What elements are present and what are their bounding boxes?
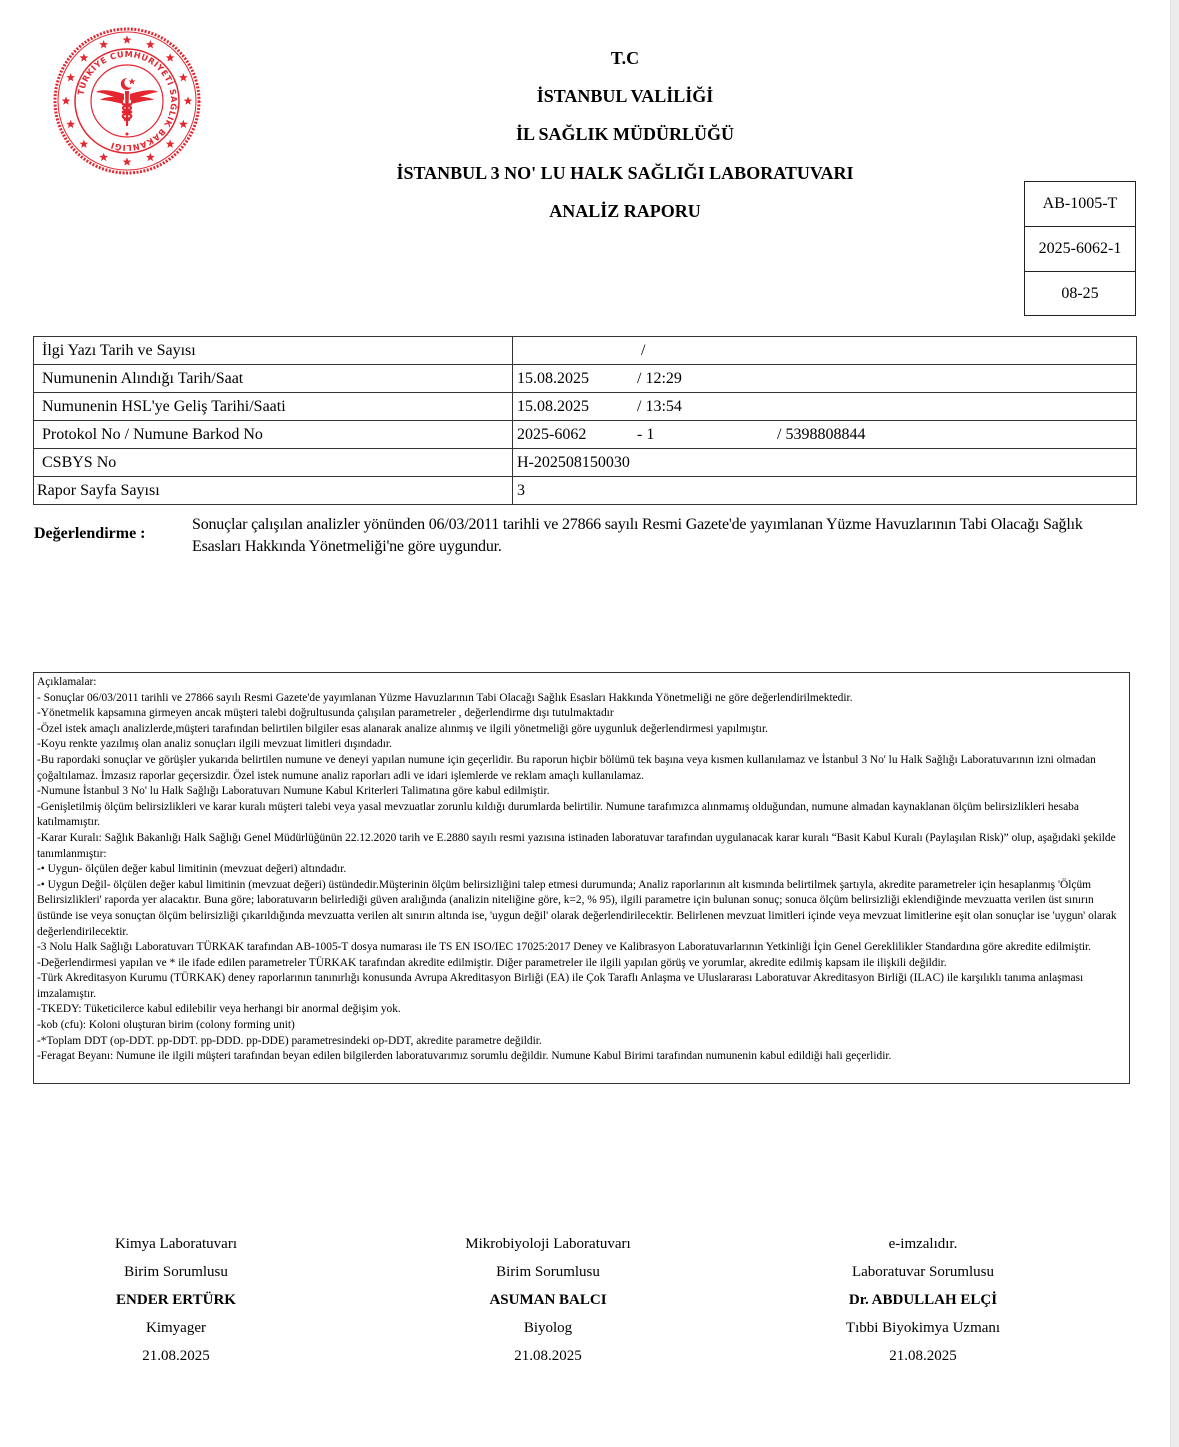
accreditation-code: AB-1005-T — [1025, 182, 1135, 227]
seal-star-icon — [123, 157, 132, 165]
evaluation-label: Değerlendirme : — [34, 525, 146, 542]
seal-star-icon — [179, 73, 188, 81]
row-label: Numunenin Alındığı Tarih/Saat — [34, 365, 513, 393]
header-governorship: İSTANBUL VALİLİĞİ — [536, 86, 714, 106]
evaluation-text: Sonuçlar çalışılan analizler yönünden 06/03/2011 tarihli ve 27866 sayılı Resmi Gazete'de yayımlanan Yüzme Havuzlarının Tabi Olacağı Sağlık Esasları Hakkında Yönetmeliği'ne göre uygundur. — [192, 516, 1083, 555]
row-label: İlgi Yazı Tarih ve Sayısı — [34, 337, 513, 365]
seal-star-icon — [62, 96, 71, 104]
header-health-directorate: İL SAĞLIK MÜDÜRLÜĞÜ — [515, 124, 735, 144]
signature-block-chemistry — [26, 1234, 326, 1374]
row-label: Numunenin HSL'ye Geliş Tarihi/Saati — [34, 393, 513, 421]
explanations-box — [33, 672, 1130, 1084]
report-number: 2025-6062-1 — [1025, 227, 1135, 272]
seal-star-icon — [99, 153, 108, 161]
table-row — [34, 449, 1137, 477]
seal-star-icon — [66, 73, 75, 81]
sample-barcode: / 5398808844 — [777, 425, 866, 443]
signature-title: Tıbbi Biyokimya Uzmanı — [845, 1320, 1001, 1336]
row-value — [513, 365, 1137, 393]
signature-date: 21.08.2025 — [889, 1348, 957, 1364]
note-item: -TKEDY: Tüketicilerce kabul edilebilir veya herhangi bir anormal değişim yok. — [37, 1003, 401, 1016]
signature-name: ENDER ERTÜRK — [116, 1292, 236, 1308]
seal-star-icon — [179, 120, 188, 128]
signature-title: Biyolog — [523, 1320, 573, 1336]
note-item: -Türk Akreditasyon Kurumu (TÜRKAK) deney raporlarının tanınırlığı konusunda Avrupa Akreditasyon Birliği (EA) ile Çok Taraflı Anlaşma ve Uluslararası Laboratuvar Akreditasyon Birliği (ILAC) ile karşılıklı tanıma anlaşması imzalamıştır. — [37, 972, 1084, 1000]
note-item: -• Uygun Değil- ölçülen değer kabul limitinin (mevzuat değeri) üstündedir.Müşterinin ölçüm belirsizliğini talep etmesi durumunda; Analiz raporlarının alt kısmında belirtilmek şartıyla, akredite parametreler için hesaplanmış 'Ölçüm Belirsizlikleri' raporda yer alacaktır. Buna göre; laboratuvarın belirlediği güven aralığında (analizin niteliğine göre, k=2, % 95), ilgili parametre için bulunan sonuç; sonuca ölçüm belirsizliği eklendiğinde mevzuatta verilen üst sınırın üstünde ise veya sonuçtan ölçüm belirsizliği çıkarıldığında mevzuatta verilen alt sınırın altında ise, 'uygun değil' olarak değerlendirilecektir. Belirlenen mevzuat limitleri içinde veya mevzuat limitlerine eşit olan sonuçlar ise 'uygun' olarak değerlendirilecektir. — [37, 878, 1117, 938]
table-row — [34, 421, 1137, 449]
reference-slash: / — [641, 342, 646, 359]
note-item: -*Toplam DDT (op-DDT. pp-DDT. pp-DDD. pp-DDE) parametresindeki op-DDT, akredite parametre değildir. — [37, 1034, 542, 1047]
arrival-time: / 13:54 — [637, 397, 682, 415]
row-value — [513, 337, 1137, 365]
explanations-heading: Açıklamalar: — [37, 676, 97, 688]
seal-star-icon — [146, 153, 155, 161]
signature-department: Kimya Laboratuvarı — [114, 1236, 238, 1252]
table-row — [34, 477, 1137, 505]
note-item: -Feragat Beyanı: Numune ile ilgili müşteri tarafından beyan edilen bilgilerden laboratuvarımız sorumlu değildir. Numune Kabul Birimi tarafından numunenin kabul edildiği hali geçerlidir. — [37, 1050, 892, 1063]
report-code-box — [1024, 181, 1136, 316]
row-label: Rapor Sayfa Sayısı — [34, 477, 513, 505]
row-value — [513, 421, 1137, 449]
seal-star-icon — [79, 140, 88, 148]
table-row — [34, 365, 1137, 393]
sample-info-table — [33, 336, 1137, 505]
report-title: ANALİZ RAPORU — [549, 201, 701, 221]
signature-block-lab-manager — [773, 1234, 1073, 1374]
page-edge-scroll-shadow — [1170, 0, 1179, 1447]
row-label: Protokol No / Numune Barkod No — [34, 421, 513, 449]
note-item: - Sonuçlar 06/03/2011 tarihli ve 27866 sayılı Resmi Gazete'de yayımlanan Yüzme Havuzlarının Tabi Olacağı Sağlık Esasları Hakkında Yönetmeliği ne göre değerlendirilmektedir. — [37, 691, 853, 704]
note-item: -• Uygun- ölçülen değer kabul limitinin (mevzuat değeri) altındadır. — [37, 863, 347, 876]
report-period: 08-25 — [1061, 285, 1099, 302]
seal-star-icon — [123, 35, 132, 43]
page-count: 3 — [513, 477, 1137, 505]
note-item: -Özel istek amaçlı analizlerde,müşteri tarafından belirtilen bilgiler esas alanarak analize alınmış ve ilgili yönetmeliği göre uygunluk değerlendirmesi yapılmıştır. — [37, 722, 768, 735]
seal-ring-text: TÜRKİYE CUMHURİYETİ SAĞLIK BAKANLIĞI — [75, 48, 180, 154]
note-item: -Bu rapordaki sonuçlar ve görüşler yukarıda belirtilen numune ve deneyi yapılan numune için geçerlidir. Bu raporun hiçbir bölümü tek başına veya kısmen kullanılamaz ve İstanbul 3 No' lu Halk Sağlığı Laboratuvarının izni olmadan çoğaltılamaz. İmzasız raporlar geçersizdir. Özel istek numune analiz raporları adli ve idari işlemlerde ve reklam amaçlı kullanılamaz. — [37, 753, 1096, 782]
seal-star-icon — [99, 40, 108, 48]
signature-date: 21.08.2025 — [142, 1348, 210, 1364]
note-item: -Koyu renkte yazılmış olan analiz sonuçları ilgili mevzuat limitleri dışındadır. — [37, 738, 392, 751]
note-item: -Numune İstanbul 3 No' lu Halk Sağlığı Laboratuvarı Numune Kabul Kriterleri Talimatına göre kabul edilmiştir. — [37, 785, 550, 798]
seal-star-icon — [146, 40, 155, 48]
protocol-suffix: - 1 — [637, 425, 655, 443]
note-item: -Genişletilmiş ölçüm belirsizlikleri ve karar kuralı müşteri talebi veya yasal mevzuatlar zorunlu kıldığı durumlarda belirtilir. Numune tarafımızca alınmamış olduğundan, numune almadan kaynaklanan ölçüm belirsizlikleri hesaba katılmamıştır. — [37, 800, 1079, 829]
ministry-of-health-seal-logo — [52, 26, 202, 176]
header-laboratory: İSTANBUL 3 NO' LU HALK SAĞLIĞI LABORATUVARI — [396, 163, 854, 183]
signature-name: ASUMAN BALCI — [489, 1292, 607, 1308]
signature-title: Kimyager — [146, 1320, 206, 1336]
note-item: -Karar Kuralı: Sağlık Bakanlığı Halk Sağlığı Genel Müdürlüğünün 22.12.2020 tarih ve E.2880 sayılı resmi yazısına istinaden laboratuvar tarafından uygulanacak karar kuralı “Basit Kabul Kuralı (Paylaşılan Risk)” olup, aşağıdaki şekilde tanımlanmıştır: — [37, 831, 1116, 860]
table-row — [34, 337, 1137, 365]
sampling-time: / 12:29 — [637, 369, 682, 387]
seal-star-icon — [166, 53, 175, 61]
e-signature-note: e-imzalıdır. — [888, 1236, 958, 1252]
table-row — [34, 393, 1137, 421]
signature-name: Dr. ABDULLAH ELÇİ — [848, 1292, 998, 1308]
row-label: CSBYS No — [34, 449, 513, 477]
row-value — [513, 393, 1137, 421]
note-item: -Değerlendirmesi yapılan ve * ile ifade edilen parametreler TÜRKAK tarafından akredite edilmiştir. Diğer parametreler ile ilgili yapılan görüş ve yorumlar, akredite edilmiş kapsam ile ilişkili değildir. — [37, 956, 947, 969]
signature-role: Birim Sorumlusu — [496, 1264, 600, 1280]
seal-star-icon — [166, 140, 175, 148]
seal-star-icon — [184, 96, 193, 104]
signature-department: Mikrobiyoloji Laboratuvarı — [465, 1236, 631, 1252]
signature-block-microbiology — [398, 1234, 698, 1374]
header-tc: T.C — [610, 48, 640, 68]
note-item: -3 Nolu Halk Sağlığı Laboratuvarı TÜRKAK tarafından AB-1005-T dosya numarası ile TS EN ISO/IEC 17025:2017 Deney ve Kalibrasyon Laboratuvarlarının Yetkinliği İçin Genel Gereklilikler Standardına göre akredite edilmiştir. — [37, 941, 1092, 954]
note-item: -Yönetmelik kapsamına girmeyen ancak müşteri talebi doğrultusunda çalışılan parametreler , değerlendirme dışı tutulmaktadır — [37, 707, 614, 720]
signature-role: Birim Sorumlusu — [124, 1264, 228, 1280]
seal-star-icon — [79, 53, 88, 61]
csbys-number: H-202508150030 — [513, 449, 1137, 477]
sampling-date: 15.08.2025 — [517, 369, 589, 387]
caduceus-icon — [96, 78, 158, 136]
signature-role: Laboratuvar Sorumlusu — [851, 1264, 995, 1280]
protocol-number: 2025-6062 — [517, 425, 587, 443]
signature-date: 21.08.2025 — [514, 1348, 582, 1364]
seal-star-icon — [66, 120, 75, 128]
arrival-date: 15.08.2025 — [517, 397, 589, 415]
note-item: -kob (cfu): Koloni oluşturan birim (colony forming unit) — [37, 1019, 295, 1032]
